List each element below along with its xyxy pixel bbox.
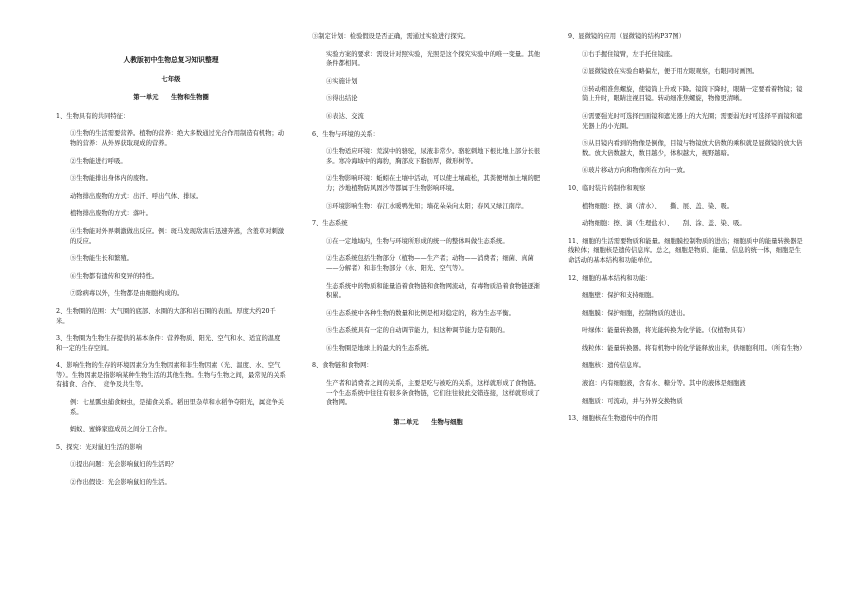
paragraph: 生产者和消费者之间的关系，主要是吃与被吃的关系，这样就形成了食物链。一个生态系统中往往有很多条食物链，它们往往彼此交错连接，这样就形成了食物网。 bbox=[326, 380, 541, 407]
paragraph: ⑥生物圈是地球上的最大的生态系统。 bbox=[326, 344, 434, 352]
section-heading: 7、生态系统 bbox=[312, 220, 348, 228]
paragraph: 叶绿体：能量转换器，将光能转换为化学能。（仅植物具有） bbox=[582, 327, 749, 335]
paragraph: 生态系统中的物质和能量沿着食物链和食物网流动，有毒物质沿着食物链逐渐积累。 bbox=[326, 282, 541, 300]
paragraph: ⑥表达、交流 bbox=[326, 112, 364, 120]
paragraph: ⑥玻片移动方向和物像所在方向一致。 bbox=[582, 167, 690, 175]
column-middle bbox=[312, 32, 544, 427]
paragraph: 液泡：内有细胞液，含有水、糖分等。其中的液体是细胞液 bbox=[582, 380, 746, 388]
paragraph: ④生态系统中各种生物的数量和比例是相对稳定的，称为生态平衡。 bbox=[326, 309, 515, 317]
paragraph: ⑤生物能生长和繁殖。 bbox=[70, 255, 133, 263]
paragraph: 蚂蚁、蜜蜂家庭成员之间分工合作。 bbox=[70, 426, 171, 434]
paragraph: ③制定计划：检验假设是否正确，需通过实验进行探究。 bbox=[312, 33, 470, 40]
paragraph: ②生态系统包括生物部分（植物——生产者；动物——消费者；细菌、真菌——分解者）和非生物部分（水、阳光、空气等）。 bbox=[326, 255, 534, 272]
section-heading: 10、临时装片的制作和观察 bbox=[568, 184, 646, 192]
section-heading: 6、生物与环境的关系： bbox=[312, 130, 379, 138]
section-heading: 1、生物具有的共同特征： bbox=[56, 112, 130, 120]
paragraph: ①在一定地域内，生物与环境所形成的统一的整体叫做生态系统。 bbox=[326, 237, 509, 245]
paragraph: ⑤从目镜内看到的物像是倒像，目镜与物镜放大倍数的乘积就是显微镜的放大倍数。放大倍数越大，数目越少，体积越大，视野越暗。 bbox=[582, 140, 803, 157]
paragraph: ②生物能进行呼吸。 bbox=[70, 157, 127, 165]
paragraph: ⑤生态系统具有一定的自动调节能力，但这种调节能力是有限的。 bbox=[326, 327, 509, 335]
paragraph: ①提出问题：光会影响鼠妇的生活吗？ bbox=[70, 461, 178, 469]
section-heading: 9、显微镜的应用（显微镜的结构P37图） bbox=[568, 33, 686, 40]
paragraph: 植物排出废物的方式：落叶。 bbox=[70, 210, 152, 218]
paragraph: ③环境影响生物：春江水暖鸭先知；墙花朵朵向太阳；春风又绿江南岸。 bbox=[326, 202, 528, 210]
paragraph: ④需要强光时可选择凹面镜和遮光器上的大光圈；需要弱光时可选择平面镜和遮光器上的小光圈。 bbox=[582, 112, 803, 130]
paragraph: 细胞膜：保护细胞，控制物质的进出。 bbox=[582, 309, 690, 317]
section-heading: 2、生物圈的范围：大气圈的底部、水圈的大部和岩石圈的表面。厚度大约20千米。 bbox=[56, 307, 276, 325]
column-left bbox=[56, 56, 286, 488]
section-heading: 11、细胞的生活需要物质和能量。细胞膜控制物质的进出；细胞质中的能量转换器是线粒体；细胞核是遗传信息库。总之，细胞是物质、能量、信息的统一体，细胞是生命活动的基本结构和功能单位。 bbox=[568, 237, 803, 264]
grade-heading: 七年级 bbox=[161, 75, 181, 83]
paragraph: ③生物能排出身体内的废物。 bbox=[70, 175, 152, 183]
paragraph: 细胞核：遗传信息库。 bbox=[582, 362, 645, 370]
paragraph: 细胞质：可流动，并与外界交换物质 bbox=[582, 397, 683, 405]
paragraph: ②作出假设：光会影响鼠妇的生活。 bbox=[70, 479, 171, 487]
unit-heading: 第一单元 生物和生物圈 bbox=[133, 94, 209, 102]
column-right bbox=[568, 32, 804, 424]
paragraph: 例：七星瓢虫捕食蚜虫，是捕食关系。稻田里杂草和水稻争夺阳光，属竞争关系。 bbox=[70, 399, 285, 416]
paragraph: ⑥生物都有遗传和变异的特性。 bbox=[70, 272, 159, 280]
section-heading: 13、细胞核在生物遗传中的作用 bbox=[568, 415, 658, 423]
paragraph: 细胞壁：保护和支持细胞。 bbox=[582, 292, 658, 300]
paragraph: ①生物的生活需要营养。植物的营养：绝大多数通过光合作用制造有机物；动物的营养：从外界获取现成的营养。 bbox=[70, 130, 285, 147]
paragraph: ⑤得出结论 bbox=[326, 95, 358, 103]
paragraph: ③转动粗准焦螺旋，使镜筒上升或下降。镜筒下降时，眼睛一定要看着物镜；镜筒上升时，眼睛注视目镜。转动细准焦螺旋，物像更清晰。 bbox=[582, 85, 803, 103]
paragraph: ①右手握住镜臂，左手托住镜座。 bbox=[582, 50, 677, 58]
section-heading: 4、影响生物的生存的环境因素分为生物因素和非生物因素（光、温度、水、空气等）。生物因素是指影响某种生物生活的其他生物。生物与生物之间，最常见的关系有捕食、合作、 竞争及共生等。 bbox=[56, 362, 286, 389]
paragraph: 实验方案的要求：需设计对照实验，光照是这个探究实验中的唯一变量。其他条件都相同。 bbox=[326, 50, 541, 68]
paragraph: 动物细胞：擦、滴（生理盐水）、 刮、涂、盖、染、吸。 bbox=[582, 220, 746, 228]
section-heading: 3、生物圈为生物生存提供的基本条件：营养物质、阳光、空气和水、适宜的温度和一定的生存空间。 bbox=[56, 335, 281, 352]
paragraph: ④实施计划 bbox=[326, 77, 358, 85]
section-heading: 5、探究：光对鼠妇生活的影响 bbox=[56, 443, 142, 451]
section-heading: 12、细胞的基本结构和功能： bbox=[568, 274, 652, 282]
paragraph: ②显微镜放在实验台略偏左，便于用左眼观察，右眼同时画图。 bbox=[582, 68, 759, 76]
paragraph: 动物排出废物的方式：出汗、呼出气体、排尿。 bbox=[70, 192, 203, 200]
paragraph: ②生物影响环境：蚯蚓在土壤中活动，可以使土壤疏松，其粪便增加土壤的肥力；沙地植物防风固沙等都属于生物影响环境。 bbox=[326, 175, 541, 192]
document-title: 人教版初中生物总复习知识整理 bbox=[123, 56, 219, 64]
paragraph: 植物细胞：擦、滴（清水）、 撕、展、盖、染、吸。 bbox=[582, 202, 734, 210]
section-heading: 8、食物链和食物网： bbox=[312, 362, 373, 370]
paragraph: ①生物适应环境：荒漠中的骆驼，尿液非常少。骆驼刺地下根比地上部分长很多。寒冷海域中的海豹，胸部皮下脂肪厚，微形树等。 bbox=[326, 148, 541, 165]
paragraph: ⑦除病毒以外，生物都是由细胞构成的。 bbox=[70, 290, 184, 298]
paragraph: ④生物能对外界刺激做出反应。例：斑马发现敌害后迅速奔逃，含羞草对刺激的反应。 bbox=[70, 227, 285, 245]
paragraph: 线粒体：能量转换器。将有机物中的化学能释放出来，供细胞利用。（所有生物） bbox=[582, 344, 806, 352]
unit-heading: 第二单元 生物与细胞 bbox=[393, 418, 463, 426]
